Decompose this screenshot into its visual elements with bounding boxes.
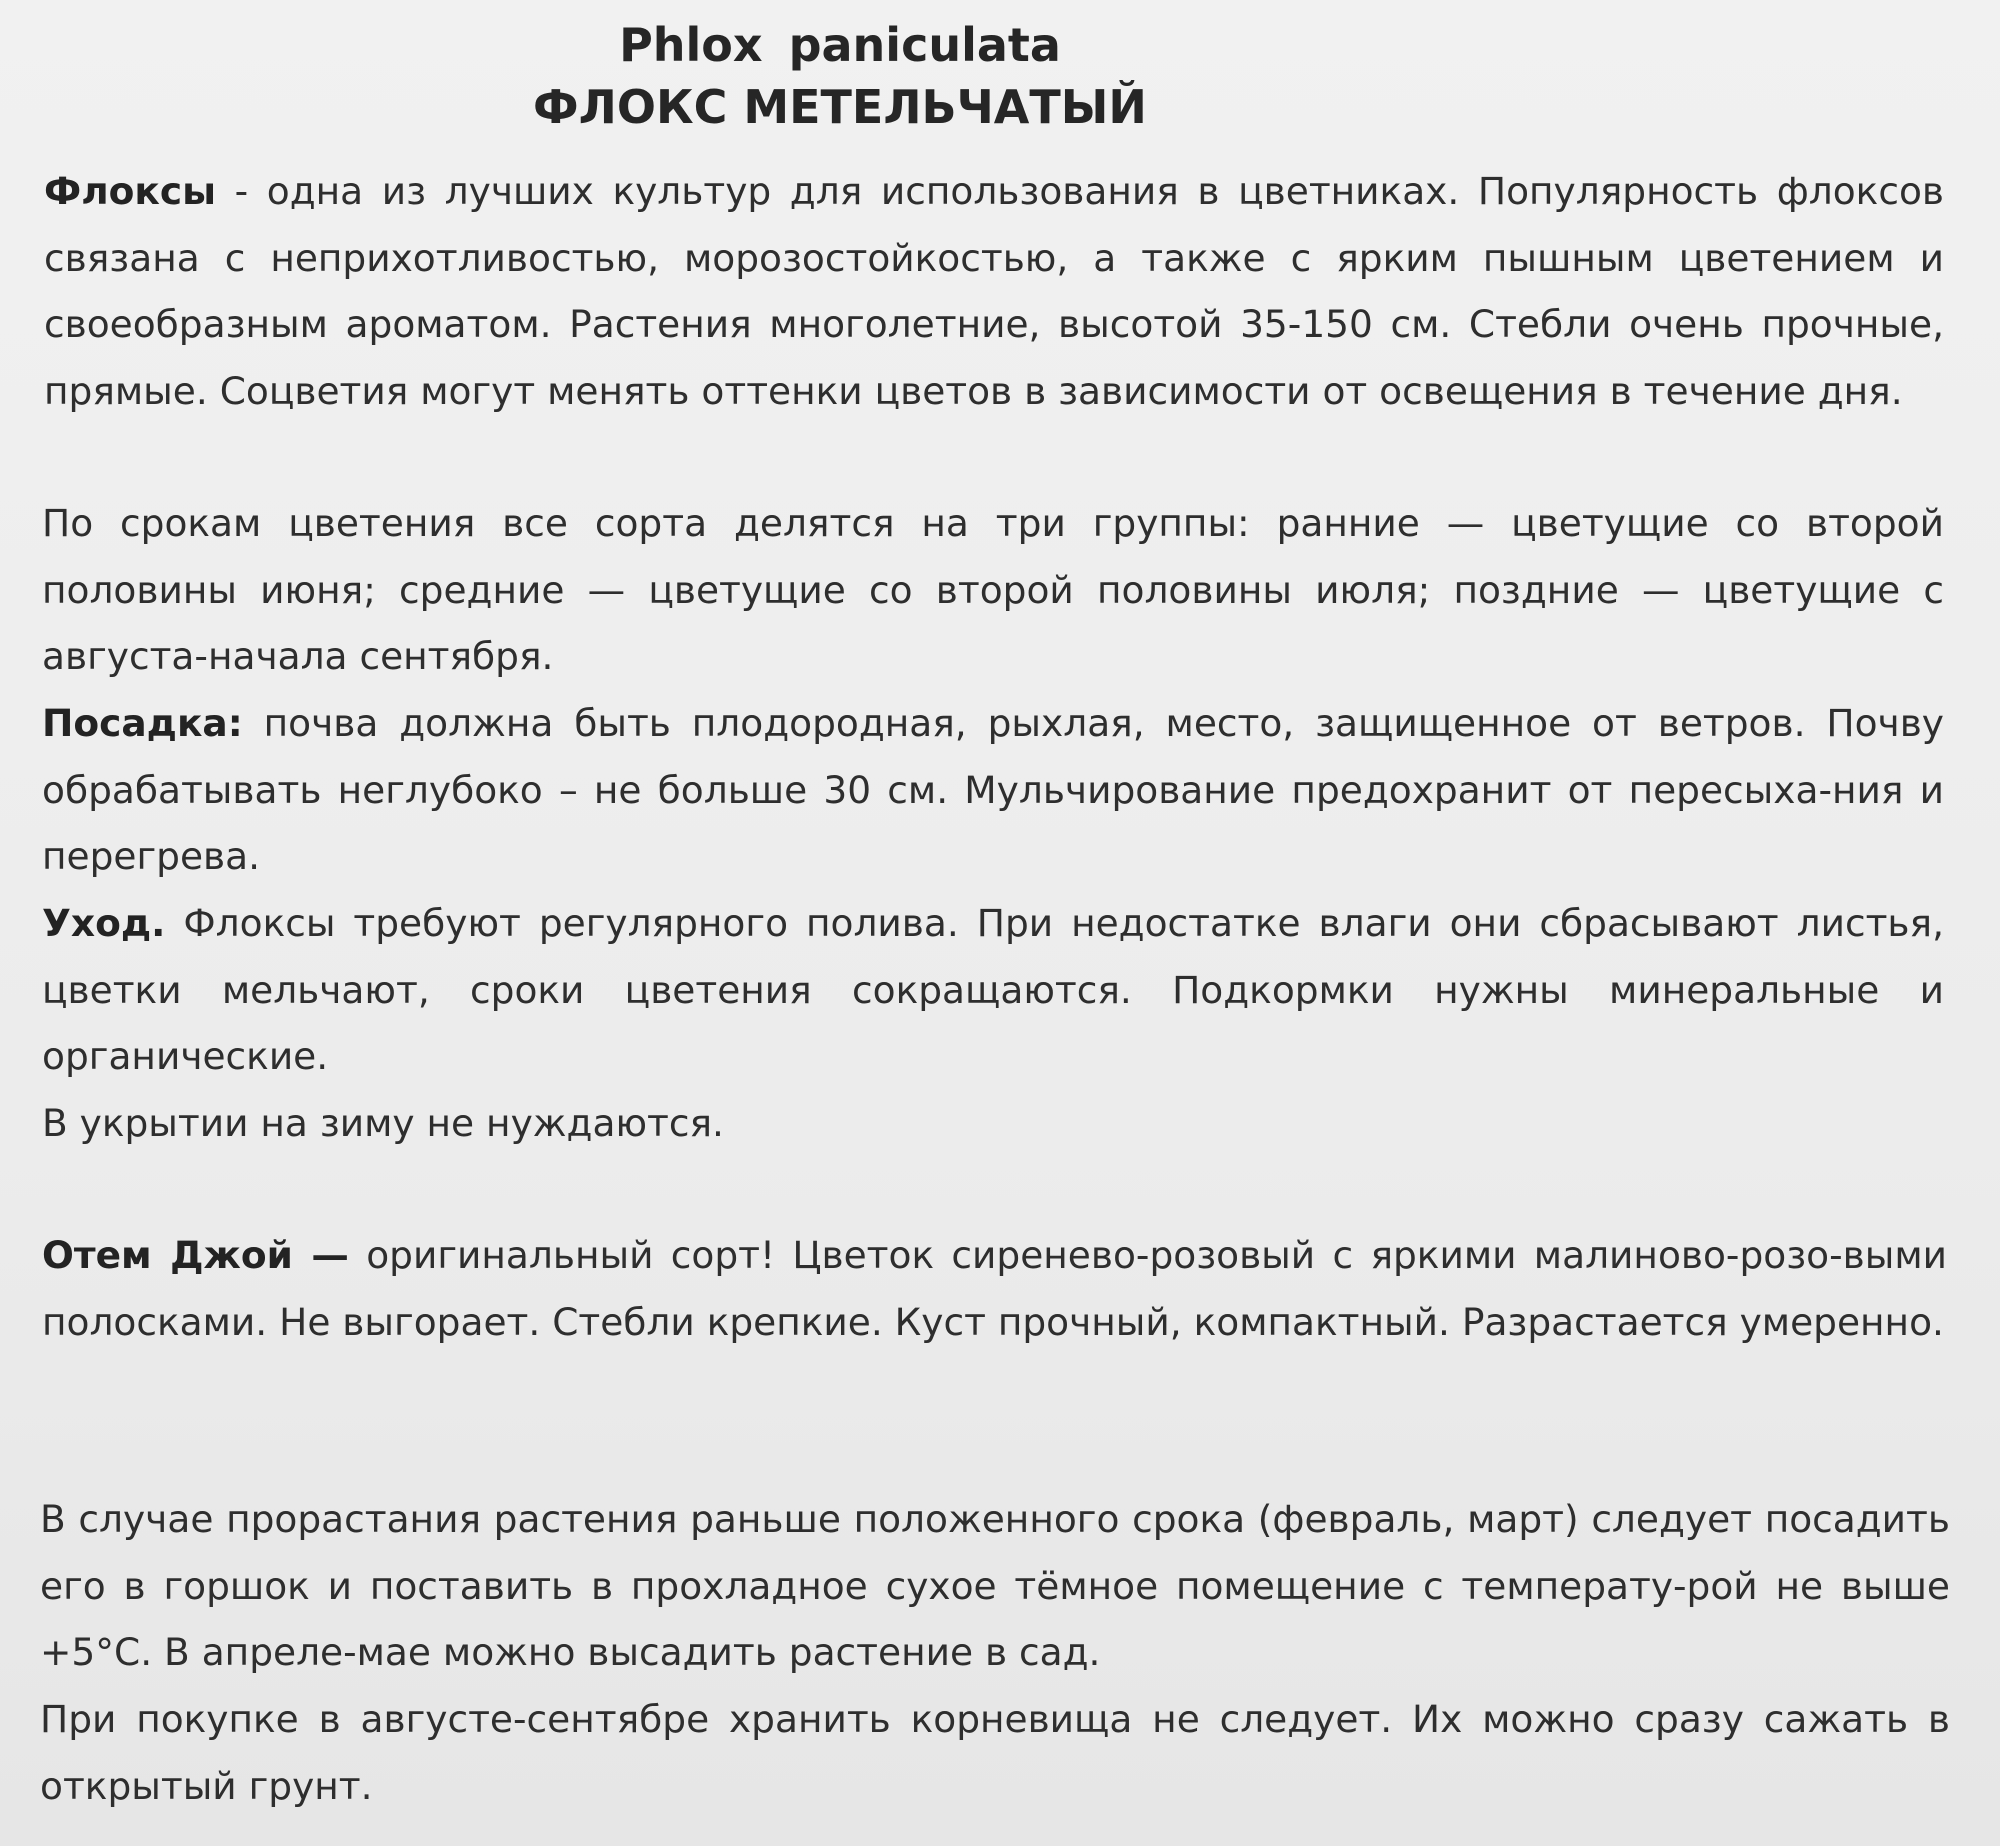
title-block <box>0 14 1840 138</box>
planting-paragraph <box>42 690 1944 890</box>
care-term: Уход. <box>42 901 166 945</box>
russian-title: ФЛОКС МЕТЕЛЬЧАТЫЙ <box>533 80 1147 134</box>
variety-paragraph <box>42 1222 1947 1355</box>
purchase-text: При покупке в августе-сентябре хранить корневища не следует. Их можно сразу сажать в открытый грунт. <box>40 1697 1950 1808</box>
winter-text: В укрытии на зиму не нуждаются. <box>42 1101 724 1145</box>
planting-text: почва должна быть плодородная, рыхлая, место, защищенное от ветров. Почву обрабатывать неглубоко – не больше 30 см. Мульчирование предохранит от пересыха-ния и перегрева. <box>42 701 1944 878</box>
bloom-groups-text: По срокам цветения все сорта делятся на три группы: ранние — цветущие со второй половины июня; средние — цветущие со второй половины июля; поздние — цветущие с августа-начала сентября. <box>42 501 1944 678</box>
purchase-paragraph <box>40 1686 1950 1819</box>
planting-term: Посадка: <box>42 701 243 745</box>
intro-text: - одна из лучших культур для использования в цветниках. Популярность флоксов связана с неприхотливостью, морозостойкостью, а также с ярким пышным цветением и своеобразным ароматом. Растения многолетние, высотой 35-150 см. Стебли очень прочные, прямые. Соцветия могут менять оттенки цветов в зависимости от освещения в течение дня. <box>44 169 1944 413</box>
variety-text: оригинальный сорт! Цветок сиренево-розовый с яркими малиново-розо-выми полосками. Не выгорает. Стебли крепкие. Куст прочный, компактный. Разрастается умеренно. <box>42 1233 1947 1344</box>
care-paragraph <box>42 890 1944 1090</box>
latin-title: Phlox paniculata <box>619 18 1061 72</box>
winter-paragraph <box>42 1090 1942 1157</box>
intro-paragraph <box>44 158 1944 424</box>
intro-term: Флоксы <box>44 169 217 213</box>
early-sprouting-paragraph <box>40 1486 1950 1686</box>
early-sprouting-text: В случае прорастания растения раньше положенного срока (февраль, март) следует посадить его в горшок и поставить в прохладное сухое тёмное помещение с температу-рой не выше +5°С. В апреле-мае можно высадить растение в сад. <box>40 1497 1950 1674</box>
variety-term: Отем Джой — <box>42 1233 349 1277</box>
bloom-groups-paragraph <box>42 490 1944 690</box>
care-text: Флоксы требуют регулярного полива. При недостатке влаги они сбрасывают листья, цветки мельчают, сроки цветения сокращаются. Подкормки нужны минеральные и органические. <box>42 901 1944 1078</box>
